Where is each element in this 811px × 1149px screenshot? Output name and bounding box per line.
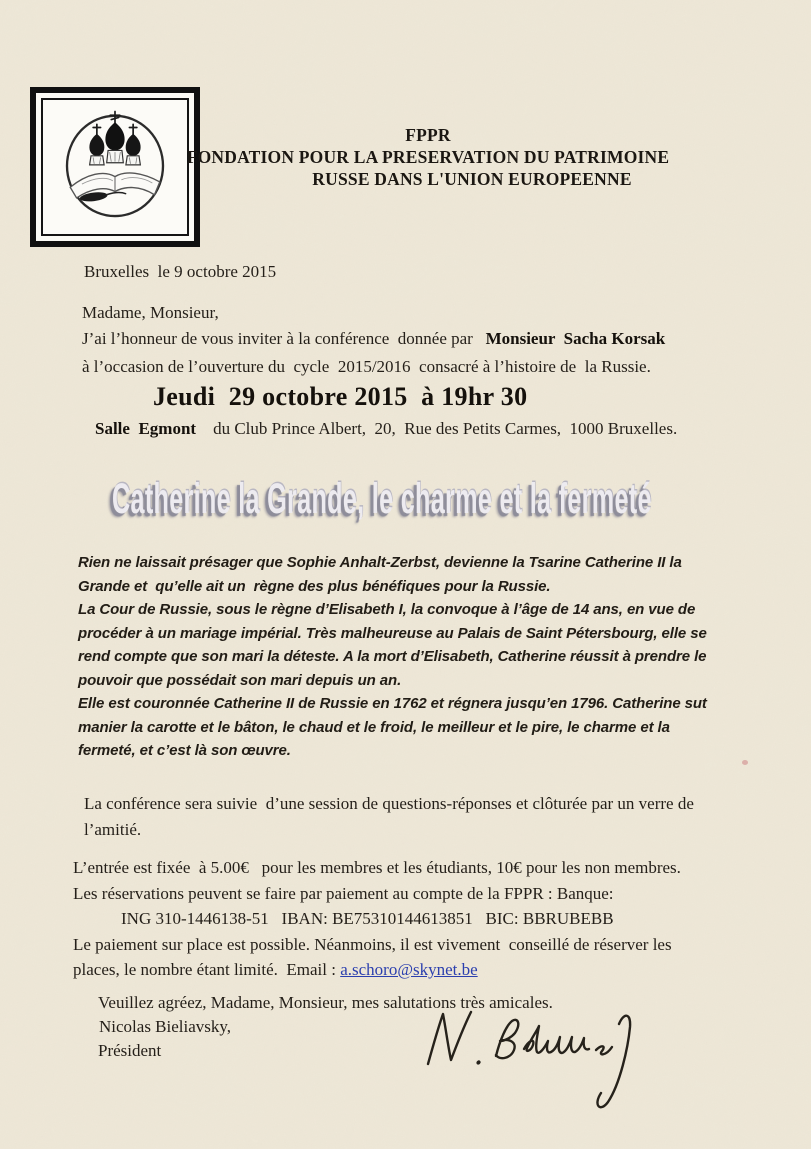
event-datetime: Jeudi 29 octobre 2015 à 19hr 30: [153, 382, 528, 411]
fees-block: [73, 855, 681, 983]
abstract-line: rend compte que son mari la déteste. A la mort d’Elisabeth, Catherine réussit à prendre le: [78, 648, 707, 665]
reservation-line: Les réservations peuvent se faire par paiement au compte de la FPPR : Banque:: [73, 883, 614, 903]
venue-name: Salle Egmont: [95, 419, 197, 438]
abstract-line: Elle est couronnée Catherine II de Russie en 1762 et régnera jusqu’en 1796. Catherine sut: [78, 695, 707, 712]
abstract-line: pouvoir que possédait son mari depuis un an.: [78, 671, 402, 689]
invitation-text: J’ai l’honneur de vous inviter à la conférence donnée par: [82, 329, 486, 348]
org-name-line2: RUSSE DANS L'UNION EUROPEENNE: [312, 169, 632, 189]
signature-icon: [420, 1000, 660, 1120]
email-link[interactable]: a.schoro@skynet.be: [340, 960, 478, 979]
dateline: Bruxelles le 9 octobre 2015: [84, 262, 277, 281]
bank-details: ING 310-1446138-51 IBAN: BE75310144613851 BIC: BBRUBEBB: [121, 909, 614, 928]
org-acronym: FPPR: [405, 125, 451, 145]
event-venue: [95, 419, 677, 439]
payment-line2: [73, 957, 681, 983]
signature: [420, 1000, 660, 1120]
payment-line1: Le paiement sur place est possible. Néanmoins, il est vivement conseillé de réserver les: [73, 934, 672, 954]
abstract-line: Rien ne laissait présager que Sophie Anhalt-Zerbst, devienne la Tsarine Catherine II la: [78, 554, 682, 571]
abstract-line: La Cour de Russie, sous le règne d’Elisabeth I, la convoque à l’âge de 14 ans, en vue de: [78, 601, 696, 618]
invitation-line2: à l’occasion de l’ouverture du cycle 2015/2016 consacré à l’histoire de la Russie.: [82, 357, 651, 376]
scan-speck: [742, 760, 748, 765]
talk-abstract: [78, 551, 778, 763]
org-header: [128, 124, 728, 190]
speaker-name: Monsieur Sacha Korsak: [485, 329, 666, 348]
payment-line2-text: places, le nombre étant limité. Email :: [73, 960, 341, 979]
signer-role: Président: [98, 1041, 162, 1060]
org-name-line1: FONDATION POUR LA PRESERVATION DU PATRIMOINE: [186, 147, 670, 167]
price-line: L’entrée est fixée à 5.00€ pour les membres et les étudiants, 10€ pour les non membres.: [73, 858, 681, 877]
conference-note-line1: La conférence sera suivie d’une session de questions-réponses et clôturée par un verre de: [84, 794, 694, 813]
abstract-line: fermeté, et c’est là son œuvre.: [78, 742, 291, 759]
invitation-line1: [82, 329, 665, 349]
signer-name: Nicolas Bieliavsky,: [99, 1017, 232, 1036]
abstract-line: Grande et qu’elle ait un règne des plus bénéfiques pour la Russie.: [78, 577, 551, 595]
conference-note-line2: l’amitié.: [84, 820, 142, 839]
closing-line: Veuillez agréez, Madame, Monsieur, mes salutations très amicales.: [98, 993, 553, 1012]
talk-title: Catherine la Grande, le charme et la fermeté: [112, 474, 652, 522]
salutation: Madame, Monsieur,: [82, 303, 219, 322]
abstract-line: procéder à un mariage impérial. Très malheureuse au Palais de Saint Pétersbourg, elle se: [78, 624, 707, 642]
abstract-line: manier la carotte et le bâton, le chaud et le froid, le meilleur et le pire, le charme et la: [78, 718, 670, 736]
venue-address: du Club Prince Albert, 20, Rue des Petits Carmes, 1000 Bruxelles.: [196, 419, 678, 438]
